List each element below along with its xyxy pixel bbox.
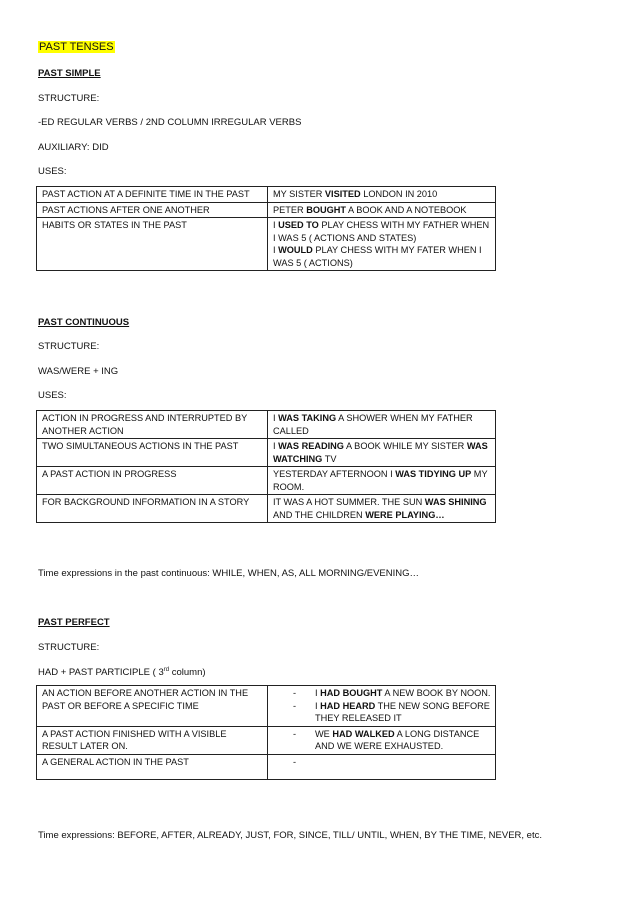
past-perfect-table [36,685,496,780]
example-text: THE NEW SONG BEFORE THEY RELEASED IT [315,700,490,723]
example-verb: HAD BOUGHT [320,688,383,698]
document-title: PAST TENSES [39,41,114,53]
table-row [37,439,496,467]
use-cell: A PAST ACTION IN PROGRESS [37,467,268,495]
past-perfect-structure-pre: HAD + PAST PARTICIPLE ( 3 [38,667,164,679]
example-text: MY SISTER [273,189,325,199]
example-text: PETER [273,204,307,215]
example-verb: USED TO [278,220,319,230]
example-verb: HAD HEARD [320,700,376,711]
bullet-dash: - [293,700,297,711]
list-item [273,728,491,753]
example-verb: BOUGHT [306,204,346,215]
past-simple-auxiliary: AUXILIARY: DID [38,142,109,153]
example-verb: WAS WATCHING [273,441,488,464]
example-text: MY ROOM. [273,469,488,492]
example-text: I [273,245,279,255]
past-simple-structure: -ED REGULAR VERBS / 2ND COLUMN IRREGULAR VERBS [38,117,302,128]
table-row [37,686,496,727]
past-continuous-structure: WAS/WERE + ING [38,366,119,377]
use-cell: PAST ACTIONS AFTER ONE ANOTHER [37,202,268,218]
past-simple-heading: PAST SIMPLE [38,68,101,79]
example-text: IT WAS A HOT SUMMER. THE SUN [273,497,425,507]
example-list [273,687,491,725]
example-text: LONDON IN 2010 [360,189,438,199]
table-row [37,411,496,439]
example-cell [268,218,496,271]
example-text: I [273,413,279,423]
example-text: A LONG DISTANCE AND WE WERE EXHAUSTED. [315,728,480,751]
example-cell [268,754,496,779]
use-cell: A GENERAL ACTION IN THE PAST [37,754,268,779]
example-text: TV [322,453,337,464]
example-cell [268,495,496,523]
use-cell: AN ACTION BEFORE ANOTHER ACTION IN THE PAST OR BEFORE A SPECIFIC TIME [37,686,268,727]
table-row [37,495,496,523]
past-continuous-structure-label: STRUCTURE: [38,341,100,352]
past-perfect-structure-post: column) [169,667,206,679]
example-text: A NEW BOOK BY NOON. [382,688,491,698]
table-row [37,187,496,203]
past-continuous-heading: PAST CONTINUOUS [38,317,130,328]
example-text: I [315,688,321,698]
use-cell: A PAST ACTION FINISHED WITH A VISIBLE RESULT LATER ON. [37,726,268,754]
past-continuous-uses-label: USES: [38,390,67,401]
example-text: A BOOK AND A NOTEBOOK [346,204,467,215]
example-cell [268,411,496,439]
example-cell [268,726,496,754]
use-cell: ACTION IN PROGRESS AND INTERRUPTED BY ANOTHER ACTION [37,411,268,439]
past-simple-table [36,186,496,271]
use-cell: TWO SIMULTANEOUS ACTIONS IN THE PAST [37,439,268,467]
example-list [273,728,491,753]
example-text: PLAY CHESS WITH MY FATER WHEN I WAS 5 ( ACTIONS) [273,245,482,268]
example-text: I [315,700,321,711]
example-text: I [273,441,279,451]
example-verb: WOULD [278,245,313,255]
past-perfect-structure [38,664,206,679]
use-cell: FOR BACKGROUND INFORMATION IN A STORY [37,495,268,523]
example-cell [268,202,496,218]
example-verb: VISITED [324,189,361,199]
document-title-line [38,41,115,54]
past-simple-uses-label: USES: [38,166,67,177]
example-text: YESTERDAY AFTERNOON I [273,469,396,479]
table-row [37,467,496,495]
example-cell [268,467,496,495]
example-text: A BOOK WHILE MY SISTER [343,441,467,451]
example-cell [268,439,496,467]
past-continuous-time-expressions: Time expressions in the past continuous: WHILE, WHEN, AS, ALL MORNING/EVENING… [38,568,420,579]
example-verb: WAS READING [278,441,344,451]
use-cell: HABITS OR STATES IN THE PAST [37,218,268,271]
example-verb: WAS TAKING [278,413,337,423]
example-verb: WERE PLAYING… [365,509,445,520]
past-perfect-structure-sup: rd [163,667,170,673]
table-row [37,202,496,218]
bullet-dash: - [293,756,297,767]
example-verb: HAD WALKED [332,728,395,739]
example-verb: WAS TIDYING UP [395,469,472,479]
list-item [273,687,491,700]
use-cell: PAST ACTION AT A DEFINITE TIME IN THE PAST [37,187,268,203]
example-cell [268,187,496,203]
example-cell [268,686,496,727]
past-simple-structure-label: STRUCTURE: [38,93,100,104]
example-text: PLAY CHESS WITH MY FATHER WHEN I WAS 5 ( ACTIONS AND STATES) [273,220,490,243]
bullet-dash: - [293,688,297,698]
table-row [37,754,496,779]
example-text: WE [315,728,333,739]
example-verb: WAS SHINING [424,497,487,507]
example-text: I [273,220,279,230]
table-row [37,726,496,754]
bullet-dash: - [293,728,297,739]
list-item [273,700,491,725]
past-perfect-heading: PAST PERFECT [38,617,110,628]
table-row [37,218,496,271]
past-continuous-table-body [37,411,496,523]
past-perfect-table-body [37,686,496,780]
past-simple-table-body [37,187,496,271]
past-perfect-time-expressions: Time expressions: BEFORE, AFTER, ALREADY, JUST, FOR, SINCE, TILL/ UNTIL, WHEN, BY THE TIME, NEVER, etc. [38,830,542,841]
past-continuous-table [36,410,496,523]
past-perfect-structure-label: STRUCTURE: [38,642,100,653]
example-text: A SHOWER WHEN MY FATHER CALLED [273,413,473,436]
example-text: AND THE CHILDREN [273,509,366,520]
